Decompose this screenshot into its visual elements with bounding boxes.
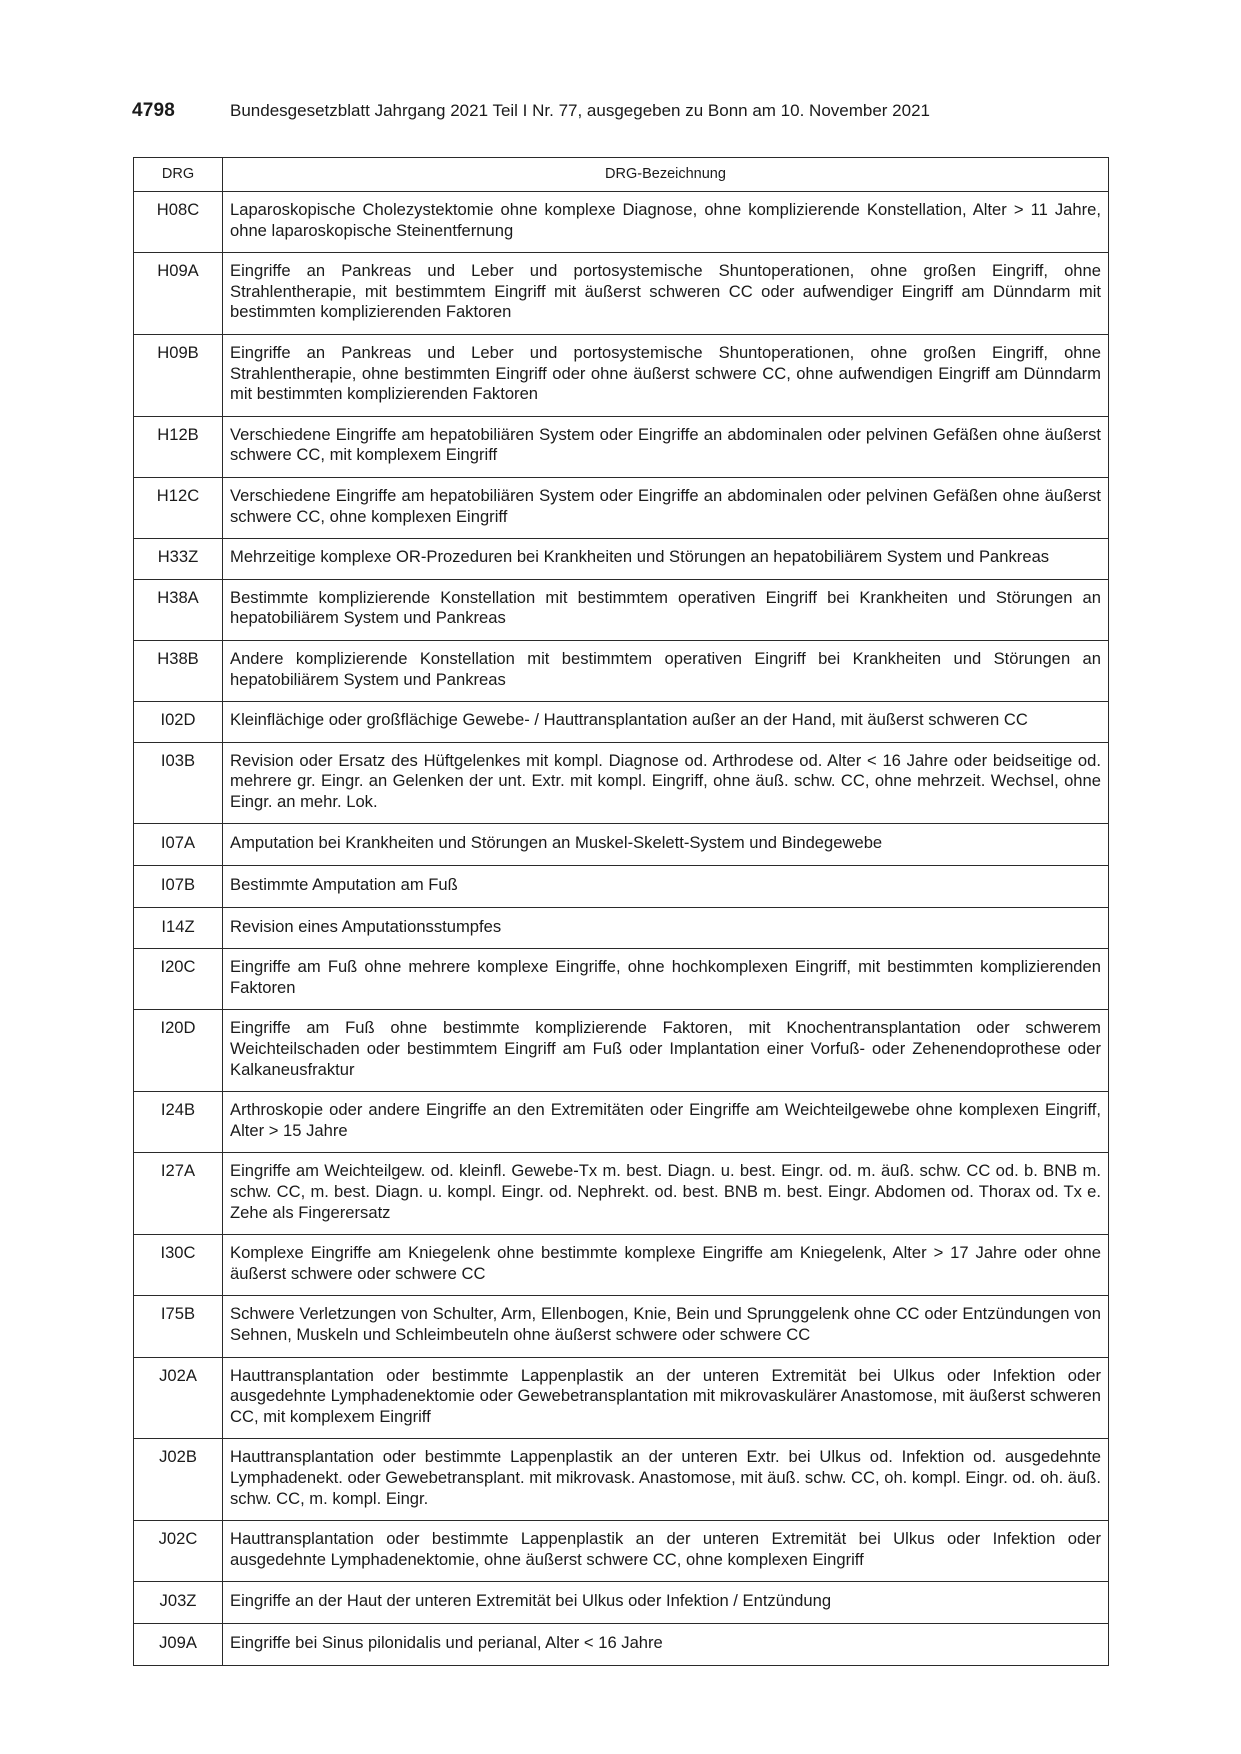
drg-code-cell: H12B	[134, 416, 223, 477]
drg-code-cell: H38B	[134, 640, 223, 701]
drg-description-cell: Laparoskopische Cholezystektomie ohne komplexe Diagnose, ohne komplizierende Konstellation, Alter > 11 Jahre, ohne laparoskopische Steinentfernung	[223, 192, 1109, 253]
table-row	[134, 907, 1109, 949]
drg-description-cell: Amputation bei Krankheiten und Störungen an Muskel-Skelett-System und Bindegewebe	[223, 824, 1109, 866]
drg-description-cell: Eingriffe am Fuß ohne mehrere komplexe Eingriffe, ohne hochkomplexen Eingriff, mit bestimmten komplizierenden Faktoren	[223, 949, 1109, 1010]
table-row	[134, 416, 1109, 477]
drg-code-cell: J02A	[134, 1357, 223, 1439]
drg-code-cell: H12C	[134, 477, 223, 538]
drg-description-cell: Schwere Verletzungen von Schulter, Arm, Ellenbogen, Knie, Bein und Sprunggelenk ohne CC oder Entzündungen von Sehnen, Muskeln und Schleimbeuteln ohne äußerst schwere oder schwere CC	[223, 1296, 1109, 1357]
drg-code-cell: I02D	[134, 702, 223, 743]
table-row	[134, 579, 1109, 640]
column-header-description: DRG-Bezeichnung	[223, 158, 1109, 192]
drg-code-cell: I07A	[134, 824, 223, 866]
table-row	[134, 334, 1109, 416]
column-header-drg: DRG	[134, 158, 223, 192]
table-row	[134, 1153, 1109, 1235]
drg-code-cell: I20D	[134, 1010, 223, 1092]
drg-description-cell: Eingriffe am Weichteilgew. od. kleinfl. Gewebe-Tx m. best. Diagn. u. best. Eingr. od. m. äuß. schw. CC od. b. BNB m. schw. CC, m. best. Diagn. u. kompl. Eingr. od. Nephrekt. od. best. BNB m. best. Eingr. Abdomen od. Thorax od. Tx e. Zehe als Fingerersatz	[223, 1153, 1109, 1235]
drg-description-cell: Hauttransplantation oder bestimmte Lappenplastik an der unteren Extremität bei Ulkus oder Infektion oder ausgedehnte Lymphadenektomie, ohne äußerst schwere CC, ohne komplexen Eingriff	[223, 1521, 1109, 1582]
table-row	[134, 1623, 1109, 1665]
table-row	[134, 253, 1109, 335]
drg-description-cell: Bestimmte komplizierende Konstellation mit bestimmtem operativen Eingriff bei Krankheiten und Störungen an hepatobiliärem System und Pankreas	[223, 579, 1109, 640]
table-row	[134, 824, 1109, 866]
running-title: Bundesgesetzblatt Jahrgang 2021 Teil I Nr. 77, ausgegeben zu Bonn am 10. November 2021	[230, 101, 930, 120]
drg-code-cell: I20C	[134, 949, 223, 1010]
drg-code-cell: I24B	[134, 1092, 223, 1153]
drg-table	[133, 157, 1109, 1666]
table-row	[134, 1357, 1109, 1439]
drg-code-cell: J02B	[134, 1439, 223, 1521]
page-number: 4798	[132, 100, 176, 121]
drg-description-cell: Mehrzeitige komplexe OR-Prozeduren bei Krankheiten und Störungen an hepatobiliärem System und Pankreas	[223, 539, 1109, 580]
drg-code-cell: H33Z	[134, 539, 223, 580]
table-row	[134, 640, 1109, 701]
table-row	[134, 866, 1109, 908]
drg-description-cell: Verschiedene Eingriffe am hepatobiliären System oder Eingriffe an abdominalen oder pelvinen Gefäßen ohne äußerst schwere CC, ohne komplexen Eingriff	[223, 477, 1109, 538]
table-row	[134, 742, 1109, 824]
drg-code-cell: I07B	[134, 866, 223, 908]
table-row	[134, 477, 1109, 538]
drg-description-cell: Revision oder Ersatz des Hüftgelenkes mit kompl. Diagnose od. Arthrodese od. Alter < 16 Jahre oder beidseitige od. mehrere gr. Eingr. an Gelenken der unt. Extr. mit kompl. Eingriff, ohne äuß. schw. CC, ohne mehrzeit. Wechsel, ohne Eingr. an mehr. Lok.	[223, 742, 1109, 824]
page-header	[132, 100, 1112, 124]
drg-description-cell: Hauttransplantation oder bestimmte Lappenplastik an der unteren Extremität bei Ulkus oder Infektion oder ausgedehnte Lymphadenektomie oder Gewebetransplantation mit mikrovaskulärer Anastomose, mit äußerst schweren CC, mit komplexem Eingriff	[223, 1357, 1109, 1439]
drg-description-cell: Eingriffe am Fuß ohne bestimmte komplizierende Faktoren, mit Knochentransplantation oder schwerem Weichteilschaden oder bestimmtem Eingriff am Fuß oder Implantation einer Vorfuß- oder Zehenendoprothese oder Kalkaneusfraktur	[223, 1010, 1109, 1092]
drg-description-cell: Revision eines Amputationsstumpfes	[223, 907, 1109, 949]
drg-description-cell: Arthroskopie oder andere Eingriffe an den Extremitäten oder Eingriffe am Weichteilgewebe ohne komplexen Eingriff, Alter > 15 Jahre	[223, 1092, 1109, 1153]
drg-code-cell: H08C	[134, 192, 223, 253]
table-row	[134, 702, 1109, 743]
table-row	[134, 1439, 1109, 1521]
drg-code-cell: J02C	[134, 1521, 223, 1582]
table-header-row	[134, 158, 1109, 192]
drg-code-cell: H09A	[134, 253, 223, 335]
table-row	[134, 949, 1109, 1010]
drg-code-cell: J03Z	[134, 1582, 223, 1624]
drg-description-cell: Eingriffe an Pankreas und Leber und portosystemische Shuntoperationen, ohne großen Eingriff, ohne Strahlentherapie, ohne bestimmten Eingriff oder ohne äußerst schwere CC, ohne aufwendigen Eingriff am Dünndarm mit bestimmten komplizierenden Faktoren	[223, 334, 1109, 416]
table-row	[134, 1521, 1109, 1582]
table-row	[134, 1092, 1109, 1153]
drg-description-cell: Komplexe Eingriffe am Kniegelenk ohne bestimmte komplexe Eingriffe am Kniegelenk, Alter > 17 Jahre oder ohne äußerst schwere oder schwere CC	[223, 1235, 1109, 1296]
table-body	[134, 192, 1109, 1666]
drg-description-cell: Andere komplizierende Konstellation mit bestimmtem operativen Eingriff bei Krankheiten und Störungen an hepatobiliärem System und Pankreas	[223, 640, 1109, 701]
drg-description-cell: Bestimmte Amputation am Fuß	[223, 866, 1109, 908]
drg-description-cell: Hauttransplantation oder bestimmte Lappenplastik an der unteren Extr. bei Ulkus od. Infektion od. ausgedehnte Lymphadenekt. oder Gewebetransplant. mit mikrovask. Anastomose, mit äuß. schw. CC, oh. kompl. Eingr. od. oh. äuß. schw. CC, m. kompl. Eingr.	[223, 1439, 1109, 1521]
drg-description-cell: Verschiedene Eingriffe am hepatobiliären System oder Eingriffe an abdominalen oder pelvinen Gefäßen ohne äußerst schwere CC, mit komplexem Eingriff	[223, 416, 1109, 477]
drg-code-cell: I27A	[134, 1153, 223, 1235]
drg-code-cell: J09A	[134, 1623, 223, 1665]
drg-description-cell: Eingriffe bei Sinus pilonidalis und perianal, Alter < 16 Jahre	[223, 1623, 1109, 1665]
drg-code-cell: I75B	[134, 1296, 223, 1357]
drg-code-cell: H09B	[134, 334, 223, 416]
drg-code-cell: H38A	[134, 579, 223, 640]
drg-code-cell: I03B	[134, 742, 223, 824]
table-row	[134, 539, 1109, 580]
drg-code-cell: I30C	[134, 1235, 223, 1296]
table-row	[134, 192, 1109, 253]
table-row	[134, 1010, 1109, 1092]
drg-description-cell: Eingriffe an Pankreas und Leber und portosystemische Shuntoperationen, ohne großen Eingriff, ohne Strahlentherapie, mit bestimmtem Eingriff mit äußerst schweren CC oder aufwendiger Eingriff am Dünndarm mit bestimmten komplizierenden Faktoren	[223, 253, 1109, 335]
table-row	[134, 1296, 1109, 1357]
table-row	[134, 1235, 1109, 1296]
drg-code-cell: I14Z	[134, 907, 223, 949]
drg-description-cell: Eingriffe an der Haut der unteren Extremität bei Ulkus oder Infektion / Entzündung	[223, 1582, 1109, 1624]
table-row	[134, 1582, 1109, 1624]
drg-description-cell: Kleinflächige oder großflächige Gewebe- / Hauttransplantation außer an der Hand, mit äußerst schweren CC	[223, 702, 1109, 743]
